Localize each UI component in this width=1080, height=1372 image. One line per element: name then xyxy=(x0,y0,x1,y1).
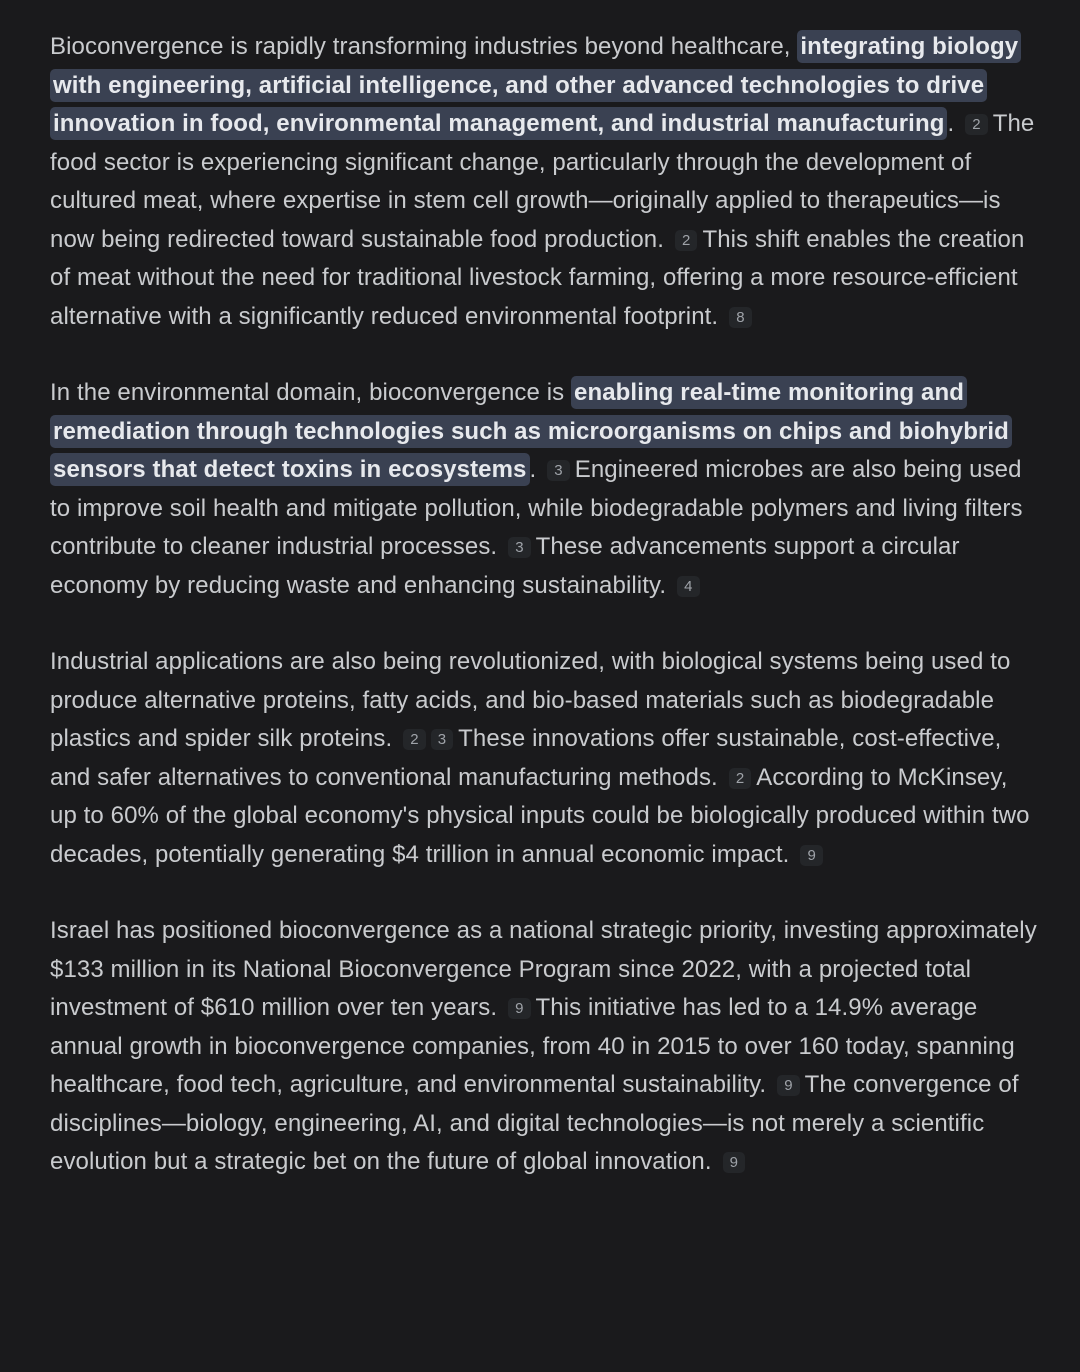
citation-badge[interactable]: 8 xyxy=(729,307,751,328)
citation-badge[interactable]: 9 xyxy=(723,1152,745,1173)
text-run: In the environmental domain, bioconvergence is xyxy=(50,379,572,406)
text-run: According to McKinsey, up to 60% of the global economy's physical inputs could be biologically produced within two decades, potentially generating $4 trillion in annual economic impact. xyxy=(50,763,1030,868)
text-run: . xyxy=(529,456,537,483)
text-run: Industrial applications are also being revolutionized, with biological systems being used to produce alternative proteins, fatty acids, and bio-based materials such as biodegradable plastics and spider silk proteins. xyxy=(50,648,1011,752)
article xyxy=(50,28,1040,1182)
citation-badge[interactable]: 9 xyxy=(508,998,530,1019)
citation-badge[interactable]: 3 xyxy=(431,729,453,750)
text-run: . xyxy=(947,110,955,137)
citation-badge[interactable]: 4 xyxy=(677,576,699,597)
text-run: These innovations offer sustainable, cost-effective, and safer alternatives to conventional manufacturing methods. xyxy=(50,725,1002,791)
text-run: Israel has positioned bioconvergence as a national strategic priority, investing approximately $133 million in its National Bioconvergence Program since 2022, with a projected total investment of $610 million over ten years. xyxy=(50,917,1037,1021)
paragraph-2 xyxy=(50,374,1040,605)
text-run: These advancements support a circular economy by reducing waste and enhancing sustainability. xyxy=(50,533,960,599)
citation-badge[interactable]: 9 xyxy=(777,1075,799,1096)
citation-badge[interactable]: 2 xyxy=(729,768,751,789)
paragraph-3 xyxy=(50,643,1040,874)
citation-badge[interactable]: 2 xyxy=(675,230,697,251)
text-run: The convergence of disciplines—biology, engineering, AI, and digital technologies—is not merely a scientific evolution but a strategic bet on the future of global innovation. xyxy=(50,1071,1019,1175)
citation-badge[interactable]: 3 xyxy=(547,460,569,481)
citation-badge[interactable]: 2 xyxy=(965,114,987,135)
citation-badge[interactable]: 3 xyxy=(508,537,530,558)
citation-badge[interactable]: 2 xyxy=(403,729,425,750)
text-run: The food sector is experiencing significant change, particularly through the development of cultured meat, where expertise in stem cell growth—originally applied to therapeutics—is now being redirected toward sustainable food production. xyxy=(50,110,1035,253)
paragraph-4 xyxy=(50,912,1040,1182)
citation-badge[interactable]: 9 xyxy=(800,845,822,866)
highlighted-text: integrating biology with engineering, artificial intelligence, and other advanced technologies to drive innovation in food, environmental management, and industrial manufacturing xyxy=(50,30,1021,140)
text-run: Engineered microbes are also being used to improve soil health and mitigate pollution, while biodegradable polymers and living filters contribute to cleaner industrial processes. xyxy=(50,456,1023,560)
text-run: This shift enables the creation of meat without the need for traditional livestock farming, offering a more resource-efficient alternative with a significantly reduced environmental footprint. xyxy=(50,225,1025,330)
text-run: Bioconvergence is rapidly transforming industries beyond healthcare, xyxy=(50,33,798,60)
highlighted-text: enabling real-time monitoring and remediation through technologies such as microorganisms on chips and biohybrid sensors that detect toxins in ecosystems xyxy=(50,376,1012,486)
text-run: This initiative has led to a 14.9% average annual growth in bioconvergence companies, from 40 in 2015 to over 160 today, spanning healthcare, food tech, agriculture, and environmental sustainability. xyxy=(50,994,1015,1098)
paragraph-1 xyxy=(50,28,1040,336)
